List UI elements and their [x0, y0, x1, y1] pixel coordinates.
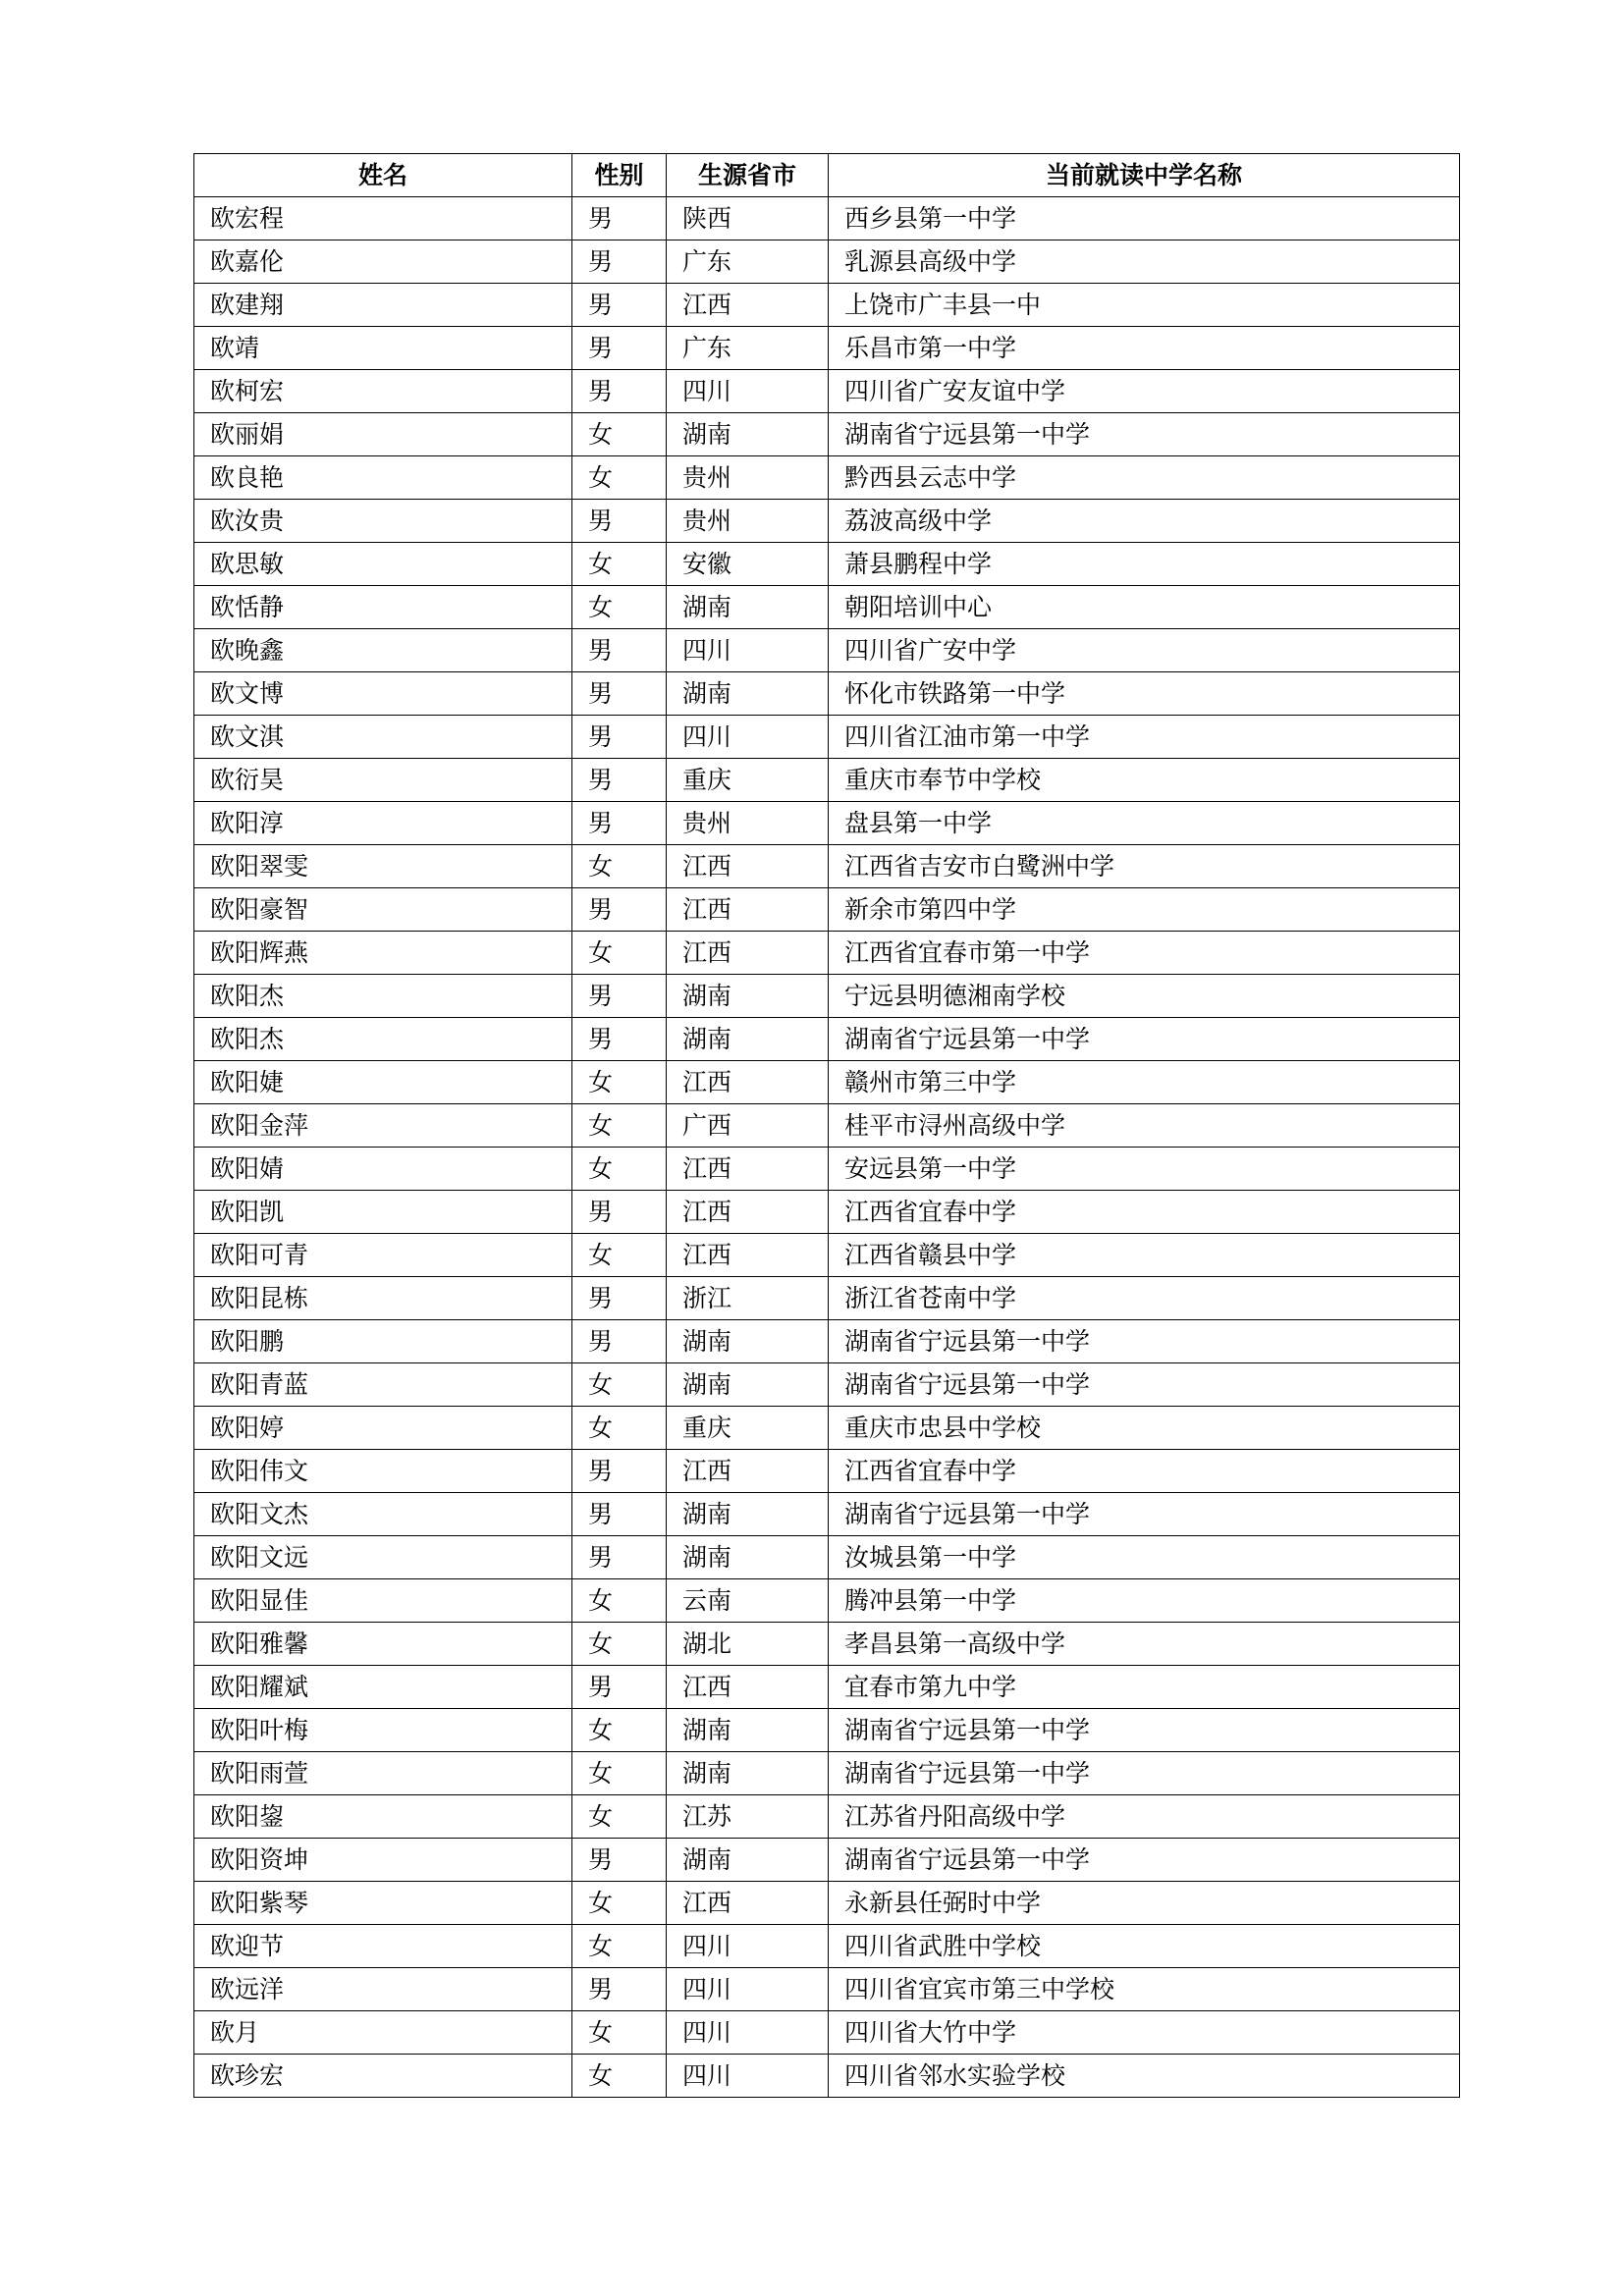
- cell-gender: 男: [572, 327, 667, 370]
- cell-school: 湖南省宁远县第一中学: [829, 1018, 1460, 1061]
- cell-name: 欧宏程: [194, 197, 572, 240]
- column-header-school: 当前就读中学名称: [829, 154, 1460, 197]
- table-body: [194, 197, 1460, 2098]
- table-row: [194, 845, 1460, 888]
- cell-school: 朝阳培训中心: [829, 586, 1460, 629]
- cell-province: 湖南: [667, 1018, 829, 1061]
- cell-school: 湖南省宁远县第一中学: [829, 1320, 1460, 1363]
- cell-gender: 男: [572, 1191, 667, 1234]
- table-row: [194, 197, 1460, 240]
- cell-name: 欧良艳: [194, 456, 572, 500]
- cell-name: 欧阳杰: [194, 975, 572, 1018]
- table-row: [194, 2011, 1460, 2055]
- column-header-province: 生源省市: [667, 154, 829, 197]
- cell-school: 上饶市广丰县一中: [829, 284, 1460, 327]
- table-row: [194, 500, 1460, 543]
- cell-province: 湖南: [667, 1536, 829, 1579]
- cell-school: 盘县第一中学: [829, 802, 1460, 845]
- column-header-gender: 性别: [572, 154, 667, 197]
- cell-gender: 女: [572, 845, 667, 888]
- cell-name: 欧阳资坤: [194, 1839, 572, 1882]
- cell-province: 江西: [667, 932, 829, 975]
- cell-gender: 男: [572, 500, 667, 543]
- cell-name: 欧柯宏: [194, 370, 572, 413]
- cell-gender: 女: [572, 1882, 667, 1925]
- cell-name: 欧阳翠雯: [194, 845, 572, 888]
- table-row: [194, 284, 1460, 327]
- cell-gender: 女: [572, 1234, 667, 1277]
- cell-name: 欧阳婕: [194, 1061, 572, 1104]
- cell-province: 浙江: [667, 1277, 829, 1320]
- cell-gender: 男: [572, 1493, 667, 1536]
- cell-name: 欧阳豪智: [194, 888, 572, 932]
- cell-name: 欧阳婷: [194, 1407, 572, 1450]
- table-row: [194, 1104, 1460, 1148]
- cell-gender: 女: [572, 586, 667, 629]
- cell-province: 四川: [667, 2011, 829, 2055]
- cell-school: 湖南省宁远县第一中学: [829, 1839, 1460, 1882]
- cell-school: 安远县第一中学: [829, 1148, 1460, 1191]
- cell-province: 陕西: [667, 197, 829, 240]
- cell-gender: 男: [572, 240, 667, 284]
- cell-name: 欧靖: [194, 327, 572, 370]
- cell-gender: 女: [572, 2011, 667, 2055]
- cell-province: 湖南: [667, 975, 829, 1018]
- table-row: [194, 1407, 1460, 1450]
- cell-province: 江苏: [667, 1795, 829, 1839]
- table-row: [194, 932, 1460, 975]
- cell-school: 宁远县明德湘南学校: [829, 975, 1460, 1018]
- cell-name: 欧阳青蓝: [194, 1363, 572, 1407]
- cell-school: 孝昌县第一高级中学: [829, 1623, 1460, 1666]
- cell-gender: 男: [572, 802, 667, 845]
- cell-province: 湖南: [667, 1320, 829, 1363]
- table-row: [194, 1061, 1460, 1104]
- cell-school: 湖南省宁远县第一中学: [829, 1363, 1460, 1407]
- cell-name: 欧阳辉燕: [194, 932, 572, 975]
- cell-province: 云南: [667, 1579, 829, 1623]
- cell-gender: 男: [572, 197, 667, 240]
- cell-school: 新余市第四中学: [829, 888, 1460, 932]
- cell-name: 欧文博: [194, 672, 572, 716]
- cell-province: 广西: [667, 1104, 829, 1148]
- cell-gender: 男: [572, 629, 667, 672]
- cell-school: 湖南省宁远县第一中学: [829, 1752, 1460, 1795]
- cell-name: 欧珍宏: [194, 2055, 572, 2098]
- cell-province: 四川: [667, 2055, 829, 2098]
- cell-school: 荔波高级中学: [829, 500, 1460, 543]
- cell-province: 湖南: [667, 1363, 829, 1407]
- cell-name: 欧汝贵: [194, 500, 572, 543]
- cell-gender: 女: [572, 1925, 667, 1968]
- cell-province: 湖南: [667, 1752, 829, 1795]
- cell-province: 江西: [667, 1882, 829, 1925]
- cell-province: 江西: [667, 1061, 829, 1104]
- cell-school: 四川省邻水实验学校: [829, 2055, 1460, 2098]
- cell-province: 贵州: [667, 500, 829, 543]
- cell-name: 欧阳文远: [194, 1536, 572, 1579]
- table-row: [194, 2055, 1460, 2098]
- cell-province: 湖南: [667, 413, 829, 456]
- cell-name: 欧阳伟文: [194, 1450, 572, 1493]
- cell-province: 江西: [667, 888, 829, 932]
- cell-name: 欧阳可青: [194, 1234, 572, 1277]
- cell-gender: 男: [572, 370, 667, 413]
- table-row: [194, 716, 1460, 759]
- cell-school: 湖南省宁远县第一中学: [829, 413, 1460, 456]
- cell-name: 欧月: [194, 2011, 572, 2055]
- cell-gender: 男: [572, 672, 667, 716]
- table-row: [194, 1320, 1460, 1363]
- table-row: [194, 1191, 1460, 1234]
- cell-gender: 男: [572, 716, 667, 759]
- cell-name: 欧阳叶梅: [194, 1709, 572, 1752]
- cell-gender: 男: [572, 759, 667, 802]
- cell-school: 重庆市奉节中学校: [829, 759, 1460, 802]
- cell-school: 江苏省丹阳高级中学: [829, 1795, 1460, 1839]
- table-row: [194, 456, 1460, 500]
- cell-province: 江西: [667, 1666, 829, 1709]
- table-row: [194, 1968, 1460, 2011]
- cell-school: 乐昌市第一中学: [829, 327, 1460, 370]
- table-row: [194, 1666, 1460, 1709]
- cell-gender: 男: [572, 888, 667, 932]
- table-row: [194, 1709, 1460, 1752]
- header-row: [194, 154, 1460, 197]
- table-row: [194, 629, 1460, 672]
- cell-name: 欧迎节: [194, 1925, 572, 1968]
- cell-school: 四川省武胜中学校: [829, 1925, 1460, 1968]
- cell-name: 欧阳显佳: [194, 1579, 572, 1623]
- cell-gender: 女: [572, 1407, 667, 1450]
- cell-school: 怀化市铁路第一中学: [829, 672, 1460, 716]
- cell-school: 江西省吉安市白鹭洲中学: [829, 845, 1460, 888]
- cell-gender: 女: [572, 543, 667, 586]
- cell-school: 江西省赣县中学: [829, 1234, 1460, 1277]
- table-row: [194, 1752, 1460, 1795]
- cell-school: 永新县任弼时中学: [829, 1882, 1460, 1925]
- cell-province: 广东: [667, 327, 829, 370]
- cell-province: 重庆: [667, 1407, 829, 1450]
- cell-name: 欧恬静: [194, 586, 572, 629]
- cell-province: 湖南: [667, 1709, 829, 1752]
- table-row: [194, 975, 1460, 1018]
- cell-name: 欧丽娟: [194, 413, 572, 456]
- cell-province: 湖北: [667, 1623, 829, 1666]
- cell-school: 江西省宜春中学: [829, 1450, 1460, 1493]
- cell-name: 欧衍昊: [194, 759, 572, 802]
- table-row: [194, 672, 1460, 716]
- cell-name: 欧阳杰: [194, 1018, 572, 1061]
- table-row: [194, 1277, 1460, 1320]
- table-row: [194, 1536, 1460, 1579]
- cell-school: 萧县鹏程中学: [829, 543, 1460, 586]
- cell-name: 欧嘉伦: [194, 240, 572, 284]
- table-row: [194, 1363, 1460, 1407]
- cell-name: 欧阳文杰: [194, 1493, 572, 1536]
- cell-gender: 男: [572, 1018, 667, 1061]
- cell-school: 四川省广安友谊中学: [829, 370, 1460, 413]
- cell-school: 四川省广安中学: [829, 629, 1460, 672]
- cell-school: 西乡县第一中学: [829, 197, 1460, 240]
- cell-gender: 男: [572, 1450, 667, 1493]
- table-row: [194, 1234, 1460, 1277]
- cell-name: 欧阳鋆: [194, 1795, 572, 1839]
- student-roster-table: [193, 153, 1460, 2098]
- table-row: [194, 370, 1460, 413]
- column-header-name: 姓名: [194, 154, 572, 197]
- cell-name: 欧阳凯: [194, 1191, 572, 1234]
- cell-gender: 女: [572, 1623, 667, 1666]
- cell-gender: 男: [572, 975, 667, 1018]
- cell-province: 江西: [667, 284, 829, 327]
- cell-name: 欧阳金萍: [194, 1104, 572, 1148]
- cell-gender: 男: [572, 1536, 667, 1579]
- cell-province: 贵州: [667, 456, 829, 500]
- cell-school: 湖南省宁远县第一中学: [829, 1493, 1460, 1536]
- cell-gender: 男: [572, 1968, 667, 2011]
- cell-province: 湖南: [667, 1493, 829, 1536]
- table-row: [194, 1882, 1460, 1925]
- cell-gender: 女: [572, 1709, 667, 1752]
- table-row: [194, 759, 1460, 802]
- cell-school: 湖南省宁远县第一中学: [829, 1709, 1460, 1752]
- cell-province: 四川: [667, 1968, 829, 2011]
- cell-province: 湖南: [667, 672, 829, 716]
- cell-school: 乳源县高级中学: [829, 240, 1460, 284]
- table-row: [194, 1925, 1460, 1968]
- cell-gender: 女: [572, 1148, 667, 1191]
- cell-province: 江西: [667, 1191, 829, 1234]
- table-row: [194, 240, 1460, 284]
- table-row: [194, 1148, 1460, 1191]
- table-row: [194, 1450, 1460, 1493]
- cell-province: 贵州: [667, 802, 829, 845]
- cell-gender: 女: [572, 413, 667, 456]
- cell-province: 江西: [667, 1450, 829, 1493]
- cell-gender: 女: [572, 1579, 667, 1623]
- cell-gender: 男: [572, 284, 667, 327]
- cell-gender: 女: [572, 1795, 667, 1839]
- cell-school: 黔西县云志中学: [829, 456, 1460, 500]
- cell-name: 欧阳雨萱: [194, 1752, 572, 1795]
- cell-school: 江西省宜春中学: [829, 1191, 1460, 1234]
- table-row: [194, 1623, 1460, 1666]
- table-row: [194, 1839, 1460, 1882]
- cell-gender: 女: [572, 1752, 667, 1795]
- cell-school: 四川省宜宾市第三中学校: [829, 1968, 1460, 2011]
- cell-province: 四川: [667, 629, 829, 672]
- cell-school: 四川省江油市第一中学: [829, 716, 1460, 759]
- table-row: [194, 586, 1460, 629]
- cell-gender: 女: [572, 1363, 667, 1407]
- cell-school: 赣州市第三中学: [829, 1061, 1460, 1104]
- cell-name: 欧阳紫琴: [194, 1882, 572, 1925]
- cell-school: 桂平市浔州高级中学: [829, 1104, 1460, 1148]
- cell-gender: 女: [572, 1104, 667, 1148]
- cell-gender: 男: [572, 1277, 667, 1320]
- table-row: [194, 413, 1460, 456]
- cell-province: 江西: [667, 845, 829, 888]
- table-row: [194, 1795, 1460, 1839]
- cell-school: 四川省大竹中学: [829, 2011, 1460, 2055]
- cell-province: 江西: [667, 1148, 829, 1191]
- table-row: [194, 888, 1460, 932]
- table-row: [194, 1579, 1460, 1623]
- cell-name: 欧建翔: [194, 284, 572, 327]
- cell-province: 江西: [667, 1234, 829, 1277]
- table-row: [194, 543, 1460, 586]
- cell-gender: 女: [572, 932, 667, 975]
- cell-province: 重庆: [667, 759, 829, 802]
- cell-province: 四川: [667, 716, 829, 759]
- cell-school: 江西省宜春市第一中学: [829, 932, 1460, 975]
- cell-province: 四川: [667, 1925, 829, 1968]
- cell-province: 安徽: [667, 543, 829, 586]
- cell-province: 广东: [667, 240, 829, 284]
- cell-name: 欧晚鑫: [194, 629, 572, 672]
- cell-name: 欧阳昆栋: [194, 1277, 572, 1320]
- cell-name: 欧文淇: [194, 716, 572, 759]
- cell-name: 欧思敏: [194, 543, 572, 586]
- cell-school: 宜春市第九中学: [829, 1666, 1460, 1709]
- cell-name: 欧阳耀斌: [194, 1666, 572, 1709]
- cell-name: 欧远洋: [194, 1968, 572, 2011]
- cell-gender: 女: [572, 2055, 667, 2098]
- table-row: [194, 1493, 1460, 1536]
- cell-school: 重庆市忠县中学校: [829, 1407, 1460, 1450]
- cell-province: 湖南: [667, 1839, 829, 1882]
- cell-school: 浙江省苍南中学: [829, 1277, 1460, 1320]
- cell-school: 汝城县第一中学: [829, 1536, 1460, 1579]
- cell-province: 四川: [667, 370, 829, 413]
- cell-gender: 女: [572, 1061, 667, 1104]
- table-row: [194, 1018, 1460, 1061]
- table-row: [194, 802, 1460, 845]
- cell-name: 欧阳雅馨: [194, 1623, 572, 1666]
- cell-gender: 男: [572, 1666, 667, 1709]
- cell-name: 欧阳鹏: [194, 1320, 572, 1363]
- table-row: [194, 327, 1460, 370]
- cell-gender: 男: [572, 1839, 667, 1882]
- cell-name: 欧阳婧: [194, 1148, 572, 1191]
- cell-school: 腾冲县第一中学: [829, 1579, 1460, 1623]
- table-header: [194, 154, 1460, 197]
- cell-gender: 男: [572, 1320, 667, 1363]
- cell-name: 欧阳淳: [194, 802, 572, 845]
- cell-gender: 女: [572, 456, 667, 500]
- cell-province: 湖南: [667, 586, 829, 629]
